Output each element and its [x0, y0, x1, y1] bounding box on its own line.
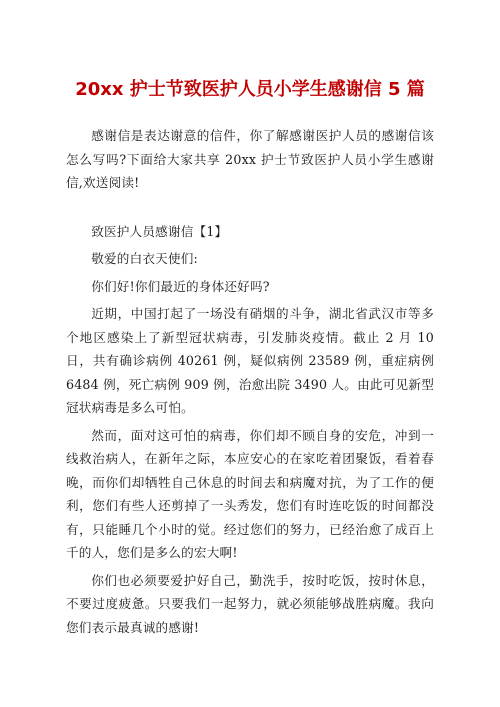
letter-heading: 致医护人员感谢信【1】	[91, 223, 228, 239]
document-body	[66, 124, 434, 639]
letter-greeting: 你们好!你们最近的身体还好吗?	[91, 278, 270, 294]
intro-paragraph: 感谢信是表达谢意的信件，你了解感谢医护人员的感谢信该怎么写吗?下面给大家共享 20xx 护士节致医护人员小学生感谢信,欢送阅读!	[66, 128, 434, 190]
document-title: 20xx 护士节致医护人员小学生感谢信 5 篇	[75, 79, 425, 100]
letter-salutation: 敬爱的白衣天使们:	[91, 251, 198, 266]
letter-paragraph: 然而，面对这可怕的病毒，你们却不顾自身的安危，冲到一线救治病人，在新年之际，本应安心的在家吃着团聚饭，看着春晚，而你们却牺牲自己休息的时间去和病魔对抗，为了工作的便利，您们有些人还剪掉了一头秀发，您们有时连吃饭的时间都没有，只能睡几个小时的觉。经过您们的努力，已经治愈了成百上千的人，您们是多么的宏大啊!	[66, 427, 434, 560]
letter-paragraph: 你们也必须要爱护好自己，勤洗手，按时吃饭，按时休息，不要过度疲惫。只要我们一起努力，就必须能够战胜病魔。我向您们表示最真诚的感谢!	[66, 572, 434, 635]
letter-paragraph: 近期，中国打起了一场没有硝烟的斗争，湖北省武汉市等多个地区感染上了新型冠状病毒，引发肺炎疫情。截止 2 月 10 日，共有确诊病例 40261 例，疑似病例 23589 例，重症病例 6484 例，死亡病例 909 例，治愈出院 3490 人。由此可见新型冠状病毒是多么可怕。	[66, 306, 434, 415]
paragraph-gap	[66, 195, 434, 220]
